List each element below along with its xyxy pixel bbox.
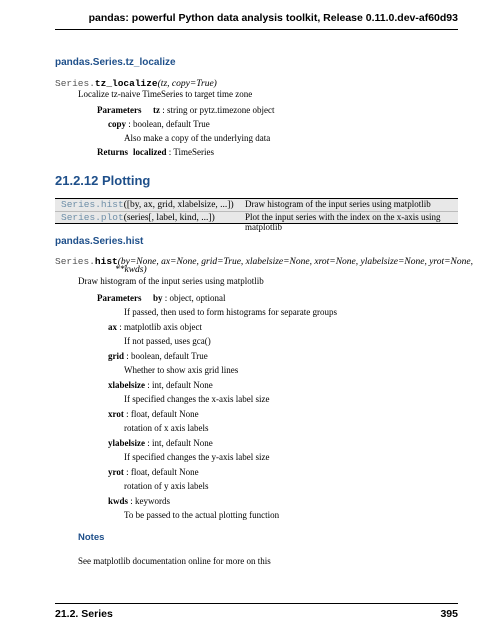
sig-module: Series. [55, 78, 95, 89]
return-localized [133, 147, 214, 157]
param-ax-desc: If not passed, uses gca() [124, 336, 211, 346]
param-name: tz [153, 105, 160, 115]
hist-summary: Draw histogram of the input series using matplotlib [78, 276, 264, 286]
table-cell-func [61, 212, 215, 223]
notes-text: See matplotlib documentation online for more on this [78, 556, 271, 566]
param-type: : int, default None [145, 380, 213, 390]
sig-module: Series. [55, 256, 95, 267]
func-args: ([by, ax, grid, xlabelsize, ...]) [123, 200, 234, 210]
param-name: copy [108, 119, 126, 129]
param-name: grid [108, 351, 125, 361]
param-xlabelsize [108, 380, 213, 390]
sig-args-cont: **kwds) [115, 265, 147, 275]
header-rule [55, 29, 458, 30]
param-name: yrot [108, 467, 124, 477]
page-number: 395 [440, 608, 458, 620]
param-name: kwds [108, 496, 129, 506]
hist-heading: pandas.Series.hist [55, 236, 144, 247]
hist-signature-cont [115, 265, 147, 275]
param-type: : object, optional [162, 293, 226, 303]
param-name: by [153, 293, 163, 303]
param-by-desc: If passed, then used to form histograms for separate groups [124, 307, 337, 317]
param-type: : int, default None [145, 438, 213, 448]
param-tz [153, 105, 274, 115]
footer-section: 21.2. Series [55, 608, 113, 620]
return-name: localized [133, 147, 167, 157]
tz-localize-summary: Localize tz-naive TimeSeries to target time zone [78, 89, 253, 99]
param-grid [108, 351, 208, 361]
param-name: ax [108, 322, 117, 332]
param-ylabelsize-desc: If specified changes the y-axis label size [124, 452, 270, 462]
param-yrot [108, 467, 199, 477]
param-name: xrot [108, 409, 124, 419]
param-type: : matplotlib axis object [117, 322, 202, 332]
param-ylabelsize [108, 438, 213, 448]
param-type: : float, default None [123, 409, 199, 419]
table-row [55, 199, 458, 211]
parameters-label: Parameters [97, 293, 142, 303]
param-yrot-desc: rotation of y axis labels [124, 481, 209, 491]
param-kwds [108, 496, 170, 506]
param-name: xlabelsize [108, 380, 145, 390]
notes-heading: Notes [78, 532, 105, 543]
param-type: : float, default None [123, 467, 199, 477]
param-ax [108, 322, 202, 332]
param-xlabelsize-desc: If specified changes the x-axis label size [124, 394, 270, 404]
func-args: (series[, label, kind, ...]) [123, 212, 215, 223]
param-type: : string or pytz.timezone object [160, 105, 275, 115]
table-cell-func [61, 199, 234, 210]
table-cell-desc: Draw histogram of the input series using matplotlib [245, 199, 431, 209]
plotting-summary-table [55, 198, 458, 232]
param-grid-desc: Whether to show axis grid lines [124, 365, 239, 375]
section-title-plotting: 21.2.12 Plotting [55, 173, 151, 188]
sig-name: tz_localize [94, 78, 158, 89]
param-copy-desc: Also make a copy of the underlying data [124, 133, 271, 143]
table-row [55, 211, 458, 232]
footer-rule [55, 603, 458, 604]
running-header: pandas: powerful Python data analysis toolkit, Release 0.11.0.dev-af60d93 [88, 12, 458, 24]
func-link-hist[interactable]: Series.hist [61, 199, 124, 210]
param-copy [108, 119, 210, 129]
param-type: : boolean, default True [126, 119, 210, 129]
param-name: ylabelsize [108, 438, 145, 448]
param-kwds-desc: To be passed to the actual plotting function [124, 510, 280, 520]
func-link-plot[interactable]: Series.plot [61, 211, 124, 223]
param-type: : keywords [128, 496, 171, 506]
parameters-label: Parameters [97, 105, 142, 115]
tz-localize-heading: pandas.Series.tz_localize [55, 57, 176, 68]
param-by [153, 293, 226, 303]
sig-args: (by=None, ax=None, grid=True, xlabelsize=None, xrot=None, ylabelsize=None, yrot=None, [117, 257, 473, 267]
returns-label: Returns [97, 147, 128, 157]
table-cell-desc: Plot the input series with the index on the x-axis using matplotlib [245, 211, 441, 232]
param-xrot [108, 409, 199, 419]
param-type: : boolean, default True [124, 351, 208, 361]
sig-args: (tz, copy=True) [157, 79, 217, 89]
return-type: : TimeSeries [166, 147, 215, 157]
sig-name: hist [94, 256, 118, 267]
tz-localize-signature [55, 78, 217, 89]
param-xrot-desc: rotation of x axis labels [124, 423, 209, 433]
